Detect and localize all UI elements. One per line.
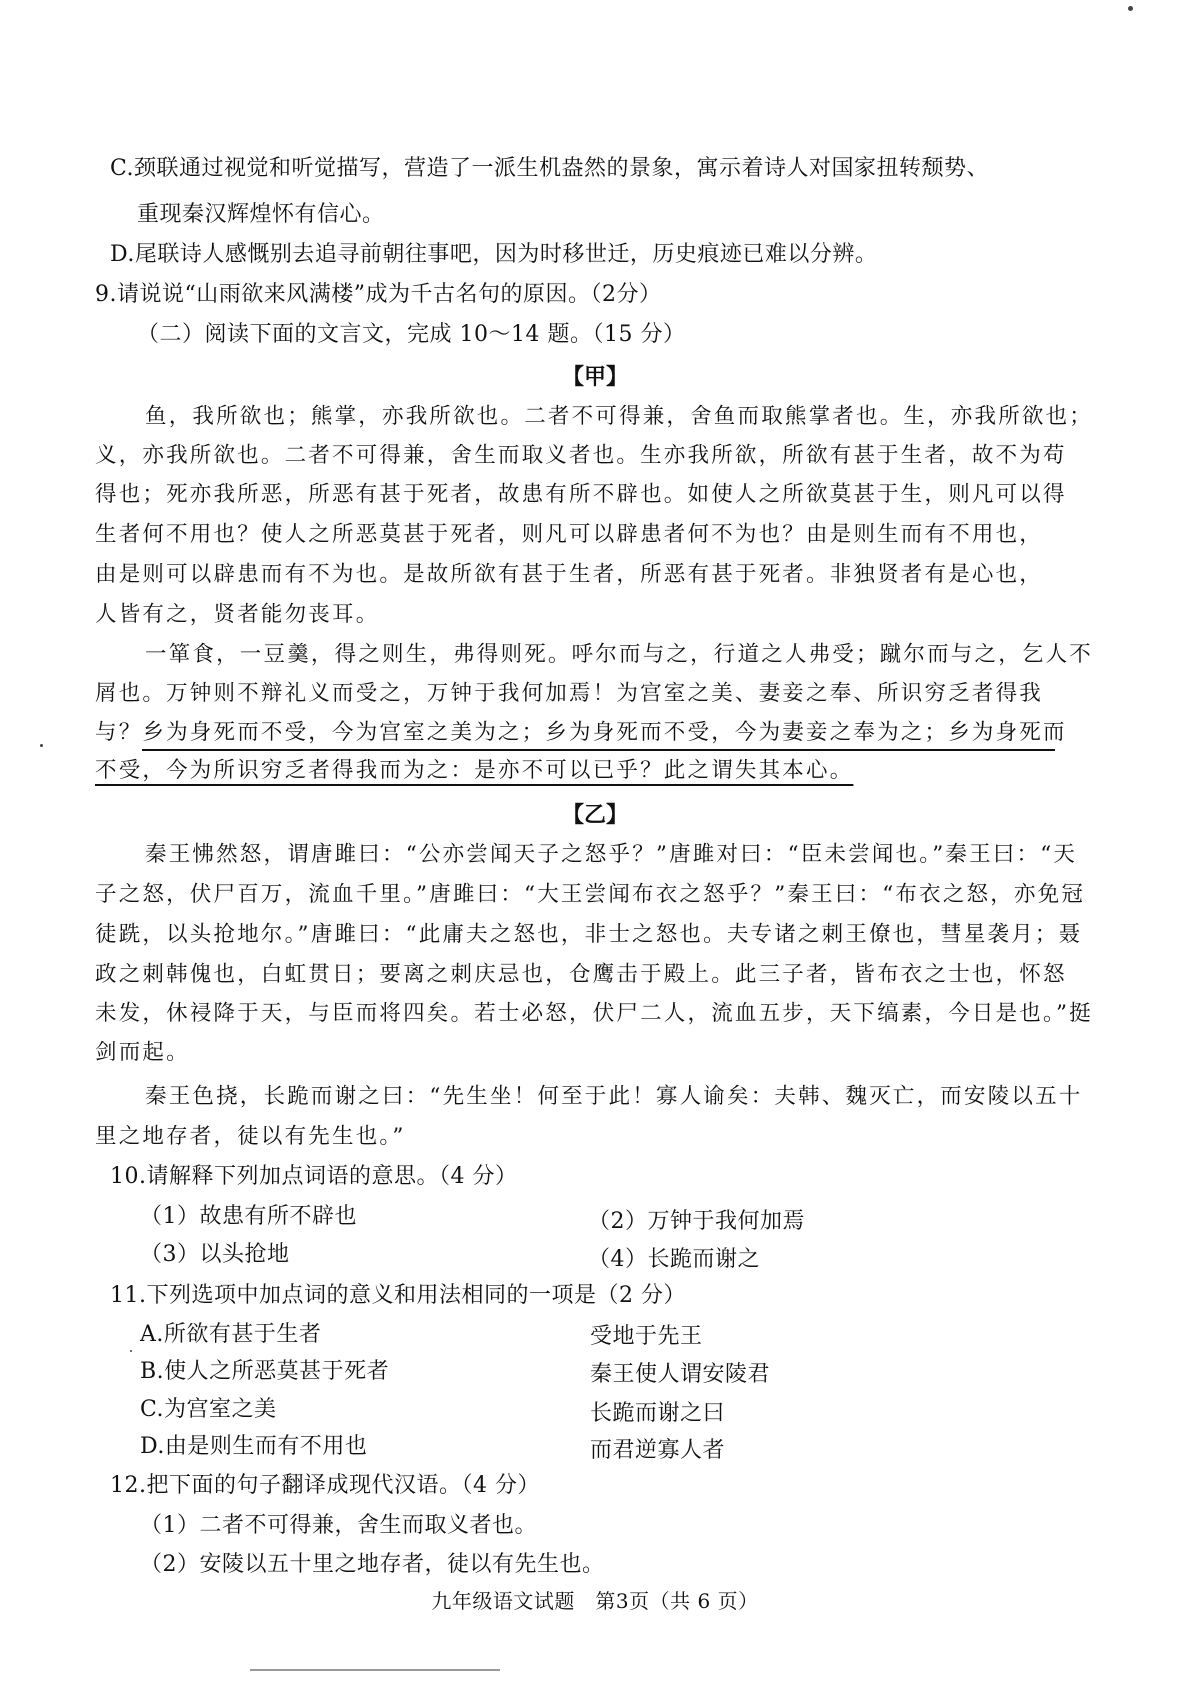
q8-option-c-line2: 重现秦汉辉煌怀有信心。 (137, 202, 385, 227)
question-12-stem: 12.把下面的句子翻译成现代汉语。（4 分） (110, 1473, 540, 1498)
scan-speck (40, 744, 43, 747)
question-11-stem: 11.下列选项中加点词的意义和用法相同的一项是（2 分） (110, 1283, 686, 1308)
passage-jia-line: 义，亦我所欲也。二者不可得兼，舍生而取义者也。生亦我所欲，所欲有甚于生者，故不为苟 (95, 443, 1067, 468)
passage-yi-line: 秦王怫然怒，谓唐雎曰：“公亦尝闻天子之怒乎？”唐雎对曰：“臣未尝闻也。”秦王曰：“天 (145, 842, 1078, 867)
q11-option-c-right: 长跪而谢之曰 (590, 1401, 726, 1426)
scan-speck (130, 1350, 132, 1352)
q11-option-a-left: A.所欲有甚于生者 (140, 1322, 322, 1347)
passage-jia-line: 屑也。万钟则不辩礼义而受之，万钟于我何加焉！为宫室之美、妻妾之奉、所识穷乏者得我 (95, 681, 1044, 706)
passage-yi-line: 剑而起。 (95, 1040, 190, 1065)
passage-jia-line: 生者何不用也？使人之所恶莫甚于死者，则凡可以辟患者何不为也？由是则生而有不用也， (95, 522, 1044, 547)
q11-option-d-right: 而君逆寡人者 (590, 1438, 726, 1463)
passage-yi-line: 政之刺韩傀也，白虹贯日；要离之刺庆忌也，仓鹰击于殿上。此三子者，皆布衣之士也，怀怒 (95, 962, 1067, 987)
question-10-item: （3）以头抢地 (140, 1242, 290, 1267)
q11-option-b-left: B.使人之所恶莫甚于死者 (140, 1359, 390, 1384)
passage-jia-line: 人皆有之，贤者能勿丧耳。 (95, 602, 380, 627)
question-10-item: （2）万钟于我何加焉 (588, 1209, 805, 1234)
passage-yi-line: 秦王色挠，长跪而谢之曰：“先生坐！何至于此！寡人谕矣：夫韩、魏灭亡，而安陵以五十 (145, 1084, 1083, 1109)
section-2-heading: （二）阅读下面的文言文，完成 10～14 题。（15 分） (137, 322, 686, 347)
question-9: 9.请说说“山雨欲来风满楼”成为千古名句的原因。（2分） (95, 282, 662, 307)
scan-speck (1128, 6, 1133, 11)
passage-jia-underlined-line: 不受，今为所识穷乏者得我而为之：是亦不可以已乎？此之谓失其本心。 (95, 758, 854, 783)
passage-yi-line: 子之怒，伏尸百万，流血千里。”唐雎曰：“大王尝闻布衣之怒乎？”秦王曰：“布衣之怒，亦免冠 (95, 882, 1086, 907)
passage-yi-line: 徒跣，以头抢地尔。”唐雎曰：“此庸夫之怒也，非士之怒也。夫专诸之刺王僚也，彗星袭月；聂 (95, 922, 1083, 947)
passage-jia-line: 一箪食，一豆羹，得之则生，弗得则死。呼尔而与之，行道之人弗受；蹴尔而与之，乞人不 (145, 642, 1094, 667)
question-12-item: （2）安陵以五十里之地存者，徒以有先生也。 (140, 1552, 605, 1577)
passage-yi-line: 里之地存者，徒以有先生也。” (95, 1124, 406, 1149)
q8-option-c-line1: C.颈联通过视觉和听觉描写，营造了一派生机盎然的景象，寓示着诗人对国家扭转颓势、 (110, 156, 990, 181)
page-footer: 九年级语文试题 第3页（共 6 页） (431, 1589, 759, 1613)
passage-jia-title: 【甲】 (561, 364, 628, 390)
passage-jia-line: 与？乡为身死而不受，今为宫室之美为之；乡为身死而不受，今为妻妾之奉为之；乡为身死而 (95, 720, 1067, 745)
passage-jia-line: 鱼，我所欲也；熊掌，亦我所欲也。二者不可得兼，舍鱼而取熊掌者也。生，亦我所欲也； (145, 404, 1094, 429)
passage-jia-line: 得也；死亦我所恶，所恶有甚于死者，故患有所不辟也。如使人之所欲莫甚于生，则凡可以得 (95, 482, 1067, 507)
q11-option-b-right: 秦王使人谓安陵君 (590, 1362, 771, 1387)
bottom-scan-line (250, 1669, 500, 1671)
q8-option-d: D.尾联诗人感慨别去追寻前朝往事吧，因为时移世迁，历史痕迹已难以分辨。 (110, 242, 878, 267)
question-10-item: （4）长跪而谢之 (588, 1247, 760, 1272)
passage-jia-line: 由是则可以辟患而有不为也。是故所欲有甚于生者，所恶有甚于死者。非独贤者有是心也， (95, 562, 1044, 587)
underline-rule (142, 749, 1055, 751)
question-12-item: （1）二者不可得兼，舍生而取义者也。 (140, 1513, 537, 1538)
passage-yi-title: 【乙】 (561, 802, 628, 828)
q11-option-c-left: C.为宫室之美 (140, 1397, 277, 1422)
question-10-item: （1）故患有所不辟也 (140, 1204, 357, 1229)
q11-option-d-left: D.由是则生而有不用也 (140, 1434, 368, 1459)
passage-yi-line: 未发，休祲降于天，与臣而将四矣。若士必怒，伏尸二人，流血五步，天下缟素，今日是也。”挺 (95, 1001, 1093, 1026)
q11-option-a-right: 受地于先王 (590, 1324, 703, 1349)
question-10-stem: 10.请解释下列加点词语的意思。（4 分） (110, 1164, 518, 1189)
